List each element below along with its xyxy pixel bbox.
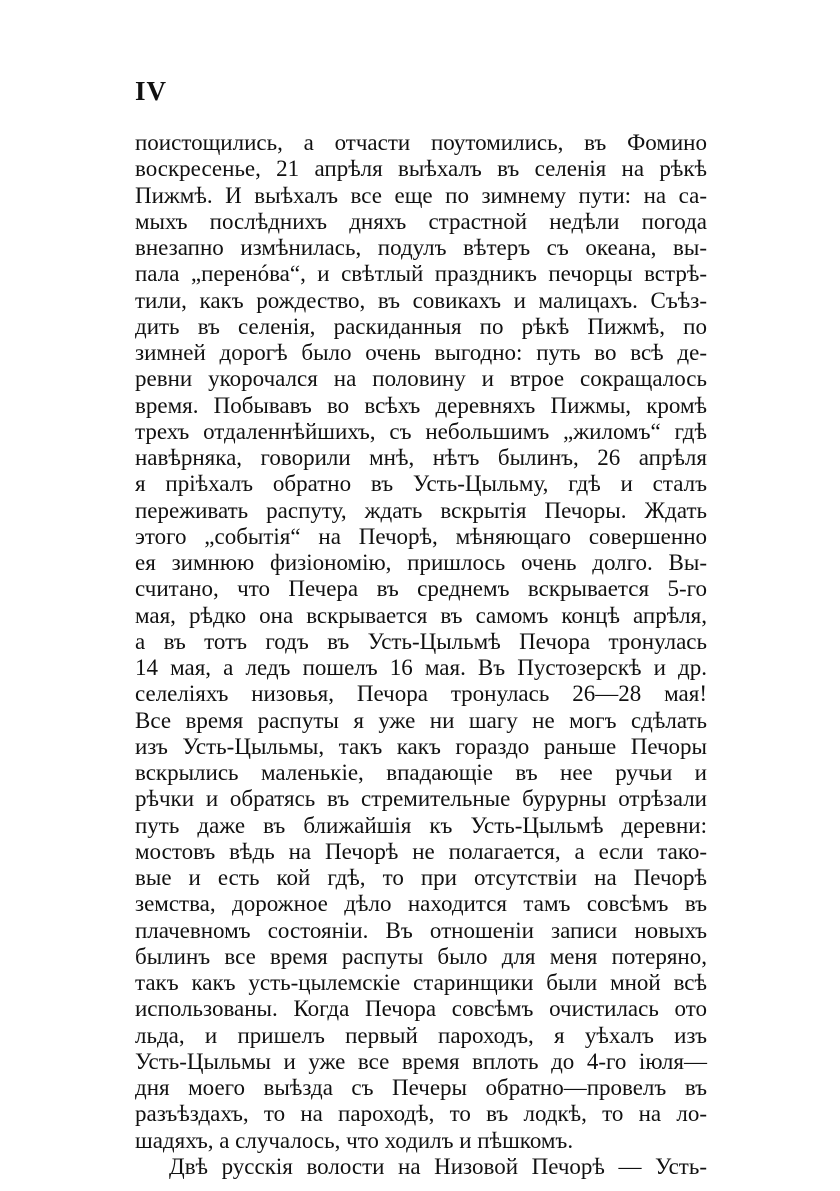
text-line: пала „перенóва“, и свѣтлый праздникъ печорцы встрѣ- [135,261,707,287]
text-line: зимней дорогѣ было очень выгодно: путь во всѣ де- [135,340,707,365]
text-line: поистощились, а отчасти поутомились, въ Фомино [135,130,707,155]
text-line: разъѣздахъ, то на пароходѣ, то въ лодкѣ, то на ло- [135,1101,707,1127]
text-line: навѣрняка, говорили мнѣ, нѣтъ былинъ, 26 апрѣля [135,445,707,470]
text-line: льда, и пришелъ первый пароходъ, я уѣхалъ изъ [135,1022,707,1048]
text-line: Пижмѣ. И выѣхалъ все еще по зимнему пути: на са- [135,182,707,208]
page-number: IV [135,76,168,106]
text-line: мая, рѣдко она вскрывается въ самомъ концѣ апрѣля, [135,602,707,628]
text-line: ея зимнюю физіономію, пришлось очень долго. Вы- [135,550,707,575]
text-line: тили, какъ рождество, въ совикахъ и малицахъ. Съѣз- [135,287,707,313]
text-line: ревни укорочался на половину и втрое сокращалось [135,366,707,392]
text-line: плачевномъ состояніи. Въ отношеніи записи новыхъ [135,917,707,943]
text-line: переживать распуту, ждать вскрытія Печоры. Ждать [135,497,707,523]
text-line: мыхъ послѣднихъ дняхъ страстной недѣли погода [135,208,707,234]
text-line: мостовъ вѣдь на Печорѣ не полагается, а если тако- [135,838,707,864]
text-line: дить въ селенія, раскиданныя по рѣкѣ Пижмѣ, по [135,313,707,339]
text-line: селеліяхъ низовья, Печора тронулась 26—28 мая! [135,681,707,707]
body-text [135,130,707,1180]
text-line: использованы. Когда Печора совсѣмъ очистилась ото [135,996,707,1022]
text-line: такъ какъ усть-цылемскіе старинщики были мной всѣ [135,970,707,995]
text-line: время. Побывавъ во всѣхъ деревняхъ Пижмы, кромѣ [135,392,707,418]
text-line: дня моего выѣзда съ Печеры обратно—провелъ въ [135,1075,707,1100]
text-line: 14 мая, а ледъ пошелъ 16 мая. Въ Пустозерскѣ и др. [135,655,707,680]
text-line: внезапно измѣнилась, подулъ вѣтеръ съ океана, вы- [135,235,707,260]
text-line: Все время распуты я уже ни шагу не могъ сдѣлать [135,707,707,733]
text-line: воскресенье, 21 апрѣля выѣхалъ въ селенія на рѣкѣ [135,156,707,182]
text-line: путь даже въ ближайшія къ Усть-Цыльмѣ деревни: [135,812,707,838]
text-line: шадяхъ, а случалось, что ходилъ и пѣшкомъ. [135,1127,574,1153]
text-line: а въ тотъ годъ въ Усть-Цыльмѣ Печора тронулась [135,628,707,654]
text-line: я пріѣхалъ обратно въ Усть-Цыльму, гдѣ и сталъ [135,471,707,497]
text-line: трехъ отдаленнѣйшихъ, съ небольшимъ „жиломъ“ гдѣ [135,418,707,444]
text-line: считано, что Печера въ среднемъ вскрывается 5-го [135,576,707,602]
text-line: Двѣ русскія волости на Низовой Печорѣ — Усть- [169,1153,707,1179]
text-line: изъ Усть-Цыльмы, такъ какъ гораздо раньше Печоры [135,733,707,759]
text-line: вскрылись маленькіе, впадающіе въ нее ручьи и [135,760,707,785]
text-line: вые и есть кой гдѣ, то при отсутствіи на Печорѣ [135,865,707,890]
text-line: былинъ все время распуты было для меня потеряно, [135,943,707,969]
text-line: рѣчки и обратясь въ стремительные бурурны отрѣзали [135,786,707,812]
text-line: этого „событія“ на Печорѣ, мѣняющаго совершенно [135,523,707,549]
text-line: Усть-Цыльмы и уже все время вплоть до 4-го іюля— [135,1048,707,1074]
text-line: земства, дорожное дѣло находится тамъ совсѣмъ въ [135,891,707,917]
